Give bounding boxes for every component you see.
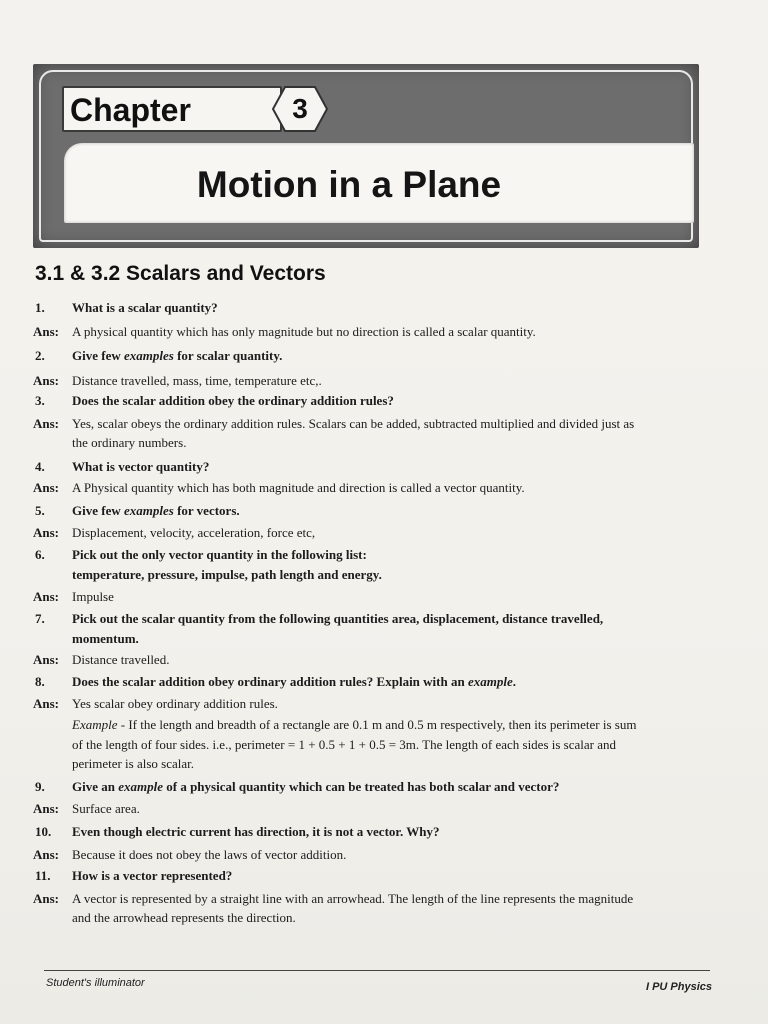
answer-label: Ans: xyxy=(33,696,60,711)
question-number: 3. xyxy=(35,393,45,408)
question-text: How is a vector represented? xyxy=(72,868,233,883)
answer-text-cont: and the arrowhead represents the direction. xyxy=(72,910,296,925)
question-number: 9. xyxy=(35,779,45,794)
question-text xyxy=(72,501,712,520)
question-text: Pick out the only vector quantity in the following list: xyxy=(72,547,367,562)
answer-text: Surface area. xyxy=(72,801,140,816)
question-text-part: for scalar quantity. xyxy=(173,348,283,363)
example-label: Example xyxy=(72,717,118,732)
answer-label: Ans: xyxy=(33,891,60,906)
answer-text: A vector is represented by a straight line with an arrowhead. The length of the line represents the magnitude xyxy=(72,891,634,906)
question-text xyxy=(72,672,712,691)
answer-text: Yes scalar obey ordinary addition rules. xyxy=(72,696,278,711)
question-text: What is vector quantity? xyxy=(72,459,210,474)
answer-text: Because it does not obey the laws of vector addition. xyxy=(72,847,347,862)
question-text: Even though electric current has direction, it is not a vector. Why? xyxy=(72,824,440,839)
chapter-label: Chapter xyxy=(62,86,282,132)
question-text xyxy=(72,777,712,796)
section-title: 3.1 & 3.2 Scalars and Vectors xyxy=(35,262,326,285)
answer-text: Yes, scalar obeys the ordinary addition rules. Scalars can be added, subtracted multiplied and divided just as xyxy=(72,416,635,431)
question-text: Does the scalar addition obey the ordinary addition rules? xyxy=(72,393,394,408)
answer-label: Ans: xyxy=(33,525,60,540)
question-text: Pick out the scalar quantity from the following quantities area, displacement, distance travelled, xyxy=(72,611,604,626)
answer-text: Impulse xyxy=(72,589,114,604)
example-text-part: - If the length and breadth of a rectangle are 0.1 m and 0.5 m respectively, then its perimeter is sum xyxy=(117,717,637,732)
question-text-part: . xyxy=(512,674,516,689)
answer-text: Displacement, velocity, acceleration, force etc, xyxy=(72,525,316,540)
chapter-number: 3 xyxy=(292,93,308,124)
footer-left: Student's illuminator xyxy=(46,977,145,989)
chapter-number-badge xyxy=(271,85,329,133)
question-text-part: of a physical quantity which can be treated has both scalar and vector? xyxy=(163,779,560,794)
answer-label: Ans: xyxy=(33,324,60,339)
question-text-emphasis: examples xyxy=(123,348,174,363)
question-text-cont: temperature, pressure, impulse, path length and energy. xyxy=(72,567,382,582)
question-text-part: Give few xyxy=(72,503,124,518)
answer-label: Ans: xyxy=(33,373,60,388)
question-text-emphasis: examples xyxy=(123,503,174,518)
question-text: What is a scalar quantity? xyxy=(72,300,218,315)
chapter-title: Motion in a Plane xyxy=(196,164,502,205)
answer-text: A Physical quantity which has both magnitude and direction is called a vector quantity. xyxy=(72,480,525,495)
example-text-cont: of the length of four sides. i.e., perimeter = 1 + 0.5 + 1 + 0.5 = 3m. The length of each sides is scalar and xyxy=(72,737,617,752)
answer-text: Distance travelled. xyxy=(72,652,170,667)
question-number: 10. xyxy=(35,824,52,839)
question-number: 11. xyxy=(35,868,51,883)
example-text xyxy=(72,715,712,734)
question-text-part: Give an xyxy=(72,779,119,794)
footer-right: I PU Physics xyxy=(645,981,712,993)
question-text-cont: momentum. xyxy=(72,631,139,646)
question-text-part: Give few xyxy=(72,348,124,363)
example-text-cont: perimeter is also scalar. xyxy=(72,756,195,771)
question-number: 8. xyxy=(35,674,45,689)
answer-label: Ans: xyxy=(33,416,60,431)
answer-label: Ans: xyxy=(33,847,60,862)
question-number: 7. xyxy=(35,611,45,626)
question-text-part: Does the scalar addition obey ordinary addition rules? Explain with an xyxy=(72,674,468,689)
answer-label: Ans: xyxy=(33,480,60,495)
question-number: 1. xyxy=(35,300,45,315)
question-text-part: for vectors. xyxy=(173,503,240,518)
answer-label: Ans: xyxy=(33,652,60,667)
answer-text-cont: the ordinary numbers. xyxy=(72,435,187,450)
question-text-emphasis: example xyxy=(467,674,513,689)
footer-rule xyxy=(44,970,710,971)
question-number: 5. xyxy=(35,503,45,518)
question-number: 2. xyxy=(35,348,45,363)
answer-label: Ans: xyxy=(33,589,60,604)
question-text-emphasis: example xyxy=(118,779,163,794)
question-text xyxy=(72,346,712,365)
answer-label: Ans: xyxy=(33,801,60,816)
answer-text: Distance travelled, mass, time, temperature etc,. xyxy=(72,373,322,388)
question-number: 6. xyxy=(35,547,45,562)
answer-text: A physical quantity which has only magnitude but no direction is called a scalar quantity. xyxy=(72,324,536,339)
question-number: 4. xyxy=(35,459,45,474)
